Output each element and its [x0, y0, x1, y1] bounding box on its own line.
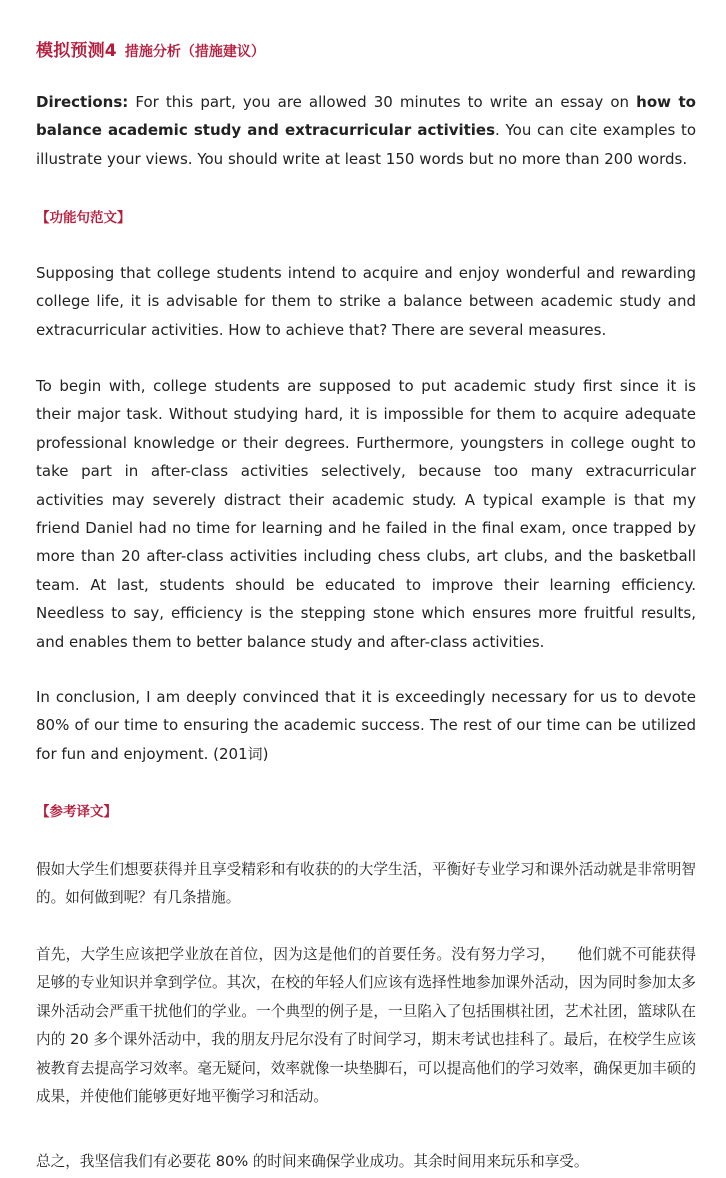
essay-paragraph-intro: Supposing that college students intend to acquire and enjoy wonderful and rewarding college life, it is advisable for them to strike a balance between academic study and extracurricular activities. How to achieve that? There are several measures.	[36, 264, 696, 339]
page-title	[36, 36, 265, 61]
translation-paragraph-intro: 假如大学生们想要获得并且享受精彩和有收获的的大学生活，平衡好专业学习和课外活动就是非常明智的。如何做到呢？有几条措施。	[36, 861, 696, 907]
directions-paragraph	[36, 88, 696, 173]
title-subtitle: 措施分析（措施建议）	[124, 44, 265, 60]
model-essay-heading: 【功能句范文】	[36, 210, 131, 226]
translation-heading: 【参考译文】	[36, 804, 117, 820]
directions-label: Directions:	[36, 93, 129, 111]
translation-paragraph-body: 首先，大学生应该把学业放在首位，因为这是他们的首要任务。没有努力学习， 他们就不可能获得足够的专业知识并拿到学位。其次，在校的年轻人们应该有选择性地参加课外活动，因为同时参加太多课外活动会严重干扰他们的学业。一个典型的例子是，一旦陷入了包括围棋社团，艺术社团，篮球队在内的 20 多个课外活动中，我的朋友丹尼尔没有了时间学习，期末考试也挂科了。最后，在校学生应该被教育去提高学习效率。毫无疑问，效率就像一块垫脚石，可以提高他们的学习效率，确保更加丰硕的成果，并使他们能够更好地平衡学习和活动。	[36, 946, 696, 1106]
directions-text-before: For this part, you are allowed 30 minutes to write an essay on	[128, 93, 637, 111]
directions-text-after: . You can cite examples to illustrate your views. You should write at least 150 words but no more than 200 words.	[36, 121, 697, 168]
title-main: 模拟预测4	[36, 41, 117, 61]
essay-topic: how to balance academic study and extracurricular activities	[36, 93, 696, 140]
essay-paragraph-body: To begin with, college students are supposed to put academic study first since it is their major task. Without studying hard, it is impossible for them to acquire adequate professional knowledge or their degrees. Furthermore, youngsters in college ought to take part in after-class activities selectively, because too many extracurricular activities may severely distract their academic study. A typical example is that my friend Daniel had no time for learning and he failed in the final exam, once trapped by more than 20 after-class activities including chess clubs, art clubs, and the basketball team. At last, students should be educated to improve their learning efficiency. Needless to say, efficiency is the stepping stone which ensures more fruitful results, and enables them to better balance study and after-class activities.	[36, 377, 696, 651]
translation-paragraph-conclusion: 总之，我坚信我们有必要花 80% 的时间来确保学业成功。其余时间用来玩乐和享受。	[36, 1153, 589, 1170]
essay-paragraph-conclusion: In conclusion, I am deeply convinced that it is exceedingly necessary for us to devote 80% of our time to ensuring the academic success. The rest of our time can be utilized for fun and enjoyment. (201词)	[36, 688, 696, 763]
